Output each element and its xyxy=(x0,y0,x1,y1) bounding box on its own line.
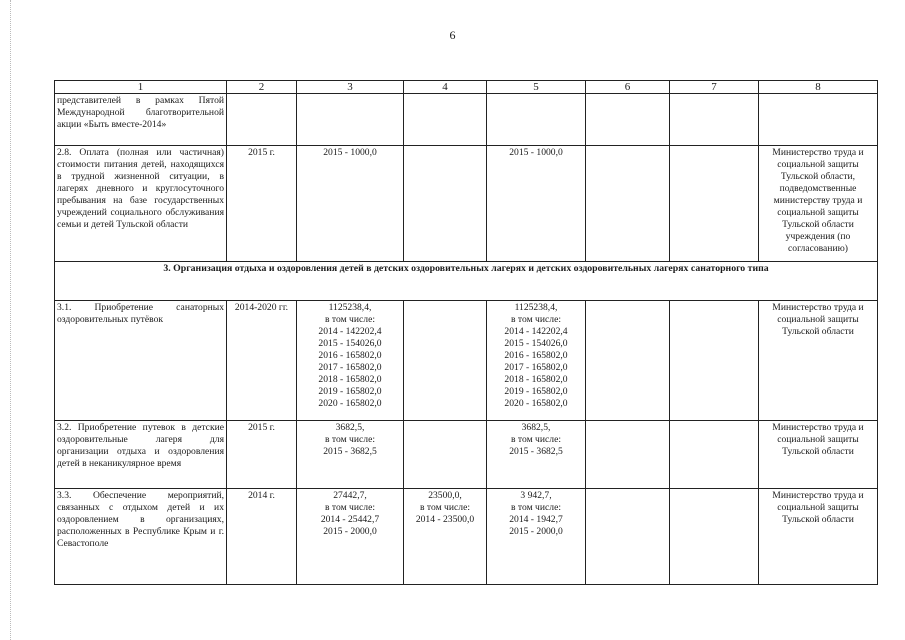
table-row xyxy=(55,421,878,489)
funding-other-cell xyxy=(670,301,759,421)
cell-line: в том числе: xyxy=(510,434,561,445)
cell-line: Тульской области, xyxy=(780,171,856,182)
cell-line: в том числе: xyxy=(419,502,470,513)
cell-line: Тульской области xyxy=(782,326,854,337)
cell-line: 1125238,4, xyxy=(328,302,372,313)
cell-line: 2014 - 1942,7 xyxy=(509,514,563,525)
cell-line: 3682,5, xyxy=(335,422,365,433)
cell-line: 2015 - 2000,0 xyxy=(323,526,377,537)
cell-line: учреждения (по xyxy=(785,231,851,242)
cell-line: Тульской области xyxy=(782,514,854,525)
cell-line: Министерство труда и xyxy=(772,147,864,158)
funding-local-cell xyxy=(586,146,670,262)
table-cell xyxy=(759,94,878,146)
funding-total-cell xyxy=(297,301,404,421)
period-cell: 2015 г. xyxy=(227,146,297,262)
executor-cell xyxy=(759,301,878,421)
table-cell xyxy=(670,94,759,146)
cell-line: 2020 - 165802,0 xyxy=(318,398,382,409)
activity-description: 3.3. Обеспечение мероприятий, связанных с отдыхом детей и их оздоровлением в организациях, расположенных в Республике Крым и г. Севастополе xyxy=(55,489,227,585)
cell-line: 2014 - 142202,4 xyxy=(504,326,568,337)
period-cell: 2014 г. xyxy=(227,489,297,585)
cell-line: подведомственные xyxy=(779,183,857,194)
funding-local-cell xyxy=(586,489,670,585)
table-cell xyxy=(404,94,487,146)
cell-line: социальной защиты xyxy=(777,207,859,218)
header-cell: 3 xyxy=(297,81,404,94)
period-cell: 2015 г. xyxy=(227,421,297,489)
cell-line: в том числе: xyxy=(324,314,375,325)
cell-line: 2015 - 154026,0 xyxy=(318,338,382,349)
cell-line: 2017 - 165802,0 xyxy=(504,362,568,373)
cell-line: Министерство труда и xyxy=(772,422,864,433)
funding-federal-cell xyxy=(404,489,487,585)
cell-line: 2015 - 3682,5 xyxy=(509,446,563,457)
funding-other-cell xyxy=(670,489,759,585)
activity-description: представителей в рамках Пятой Международной благотворительной акции «Быть вместе-2014» xyxy=(55,94,227,146)
cell-line: 2020 - 165802,0 xyxy=(504,398,568,409)
table-row xyxy=(55,489,878,585)
cell-line: Министерство труда и xyxy=(772,490,864,501)
cell-line: согласованию) xyxy=(788,243,848,254)
funding-total-cell xyxy=(297,421,404,489)
cell-line: 2016 - 165802,0 xyxy=(318,350,382,361)
header-cell: 6 xyxy=(586,81,670,94)
program-table xyxy=(54,80,878,585)
funding-local-cell xyxy=(586,421,670,489)
cell-line: социальной защиты xyxy=(777,314,859,325)
activity-description: 2.8. Оплата (полная или частичная) стоимости питания детей, находящихся в трудной жизненной ситуации, в лагерях дневного и круглосуточного пребывания на базе государственных учреждений социального обслуживания семьи и детей Тульской области xyxy=(55,146,227,262)
cell-line: 1125238,4, xyxy=(514,302,558,313)
executor-cell xyxy=(759,146,878,262)
funding-total-cell xyxy=(297,489,404,585)
cell-line: министерству труда и xyxy=(773,195,863,206)
activity-description: 3.1. Приобретение санаторных оздоровительных путёвок xyxy=(55,301,227,421)
section-3-title: 3. Организация отдыха и оздоровления детей в детских оздоровительных лагерях и детских оздоровительных лагерях санаторного типа xyxy=(55,262,878,301)
funding-regional-cell xyxy=(487,489,586,585)
page-number: 6 xyxy=(449,28,456,42)
cell-line: 2014 - 142202,4 xyxy=(318,326,382,337)
cell-line: 2019 - 165802,0 xyxy=(504,386,568,397)
table-cell xyxy=(297,94,404,146)
cell-line: 2014 - 23500,0 xyxy=(415,514,475,525)
cell-line: социальной защиты xyxy=(777,502,859,513)
cell-line: 23500,0, xyxy=(428,490,462,501)
cell-line: 2015 - 1000,0 xyxy=(323,147,377,158)
cell-line: в том числе: xyxy=(324,434,375,445)
table-cell xyxy=(487,94,586,146)
cell-line: 2015 - 3682,5 xyxy=(323,446,377,457)
cell-line: 2015 - 1000,0 xyxy=(509,147,563,158)
cell-line: Министерство труда и xyxy=(772,302,864,313)
funding-regional-cell xyxy=(487,146,586,262)
cell-line: в том числе: xyxy=(324,502,375,513)
funding-regional-cell xyxy=(487,301,586,421)
executor-cell xyxy=(759,421,878,489)
cell-line: 3 942,7, xyxy=(520,490,552,501)
funding-other-cell xyxy=(670,146,759,262)
cell-line: 2018 - 165802,0 xyxy=(504,374,568,385)
activity-description: 3.2. Приобретение путевок в детские оздоровительные лагеря для организации отдыха и оздоровления детей в неканикулярное время xyxy=(55,421,227,489)
cell-line: социальной защиты xyxy=(777,159,859,170)
period-cell: 2014-2020 гг. xyxy=(227,301,297,421)
cell-line: Тульской области xyxy=(782,219,854,230)
funding-federal-cell xyxy=(404,146,487,262)
cell-line: 2015 - 2000,0 xyxy=(509,526,563,537)
header-cell: 4 xyxy=(404,81,487,94)
header-cell: 8 xyxy=(759,81,878,94)
funding-regional-cell xyxy=(487,421,586,489)
cell-line: 2015 - 154026,0 xyxy=(504,338,568,349)
cell-line: 2018 - 165802,0 xyxy=(318,374,382,385)
executor-cell xyxy=(759,489,878,585)
cell-line: Тульской области xyxy=(782,446,854,457)
table-row-continuation xyxy=(55,94,878,146)
scan-margin-line xyxy=(10,0,12,640)
header-cell: 7 xyxy=(670,81,759,94)
cell-line: 3682,5, xyxy=(521,422,551,433)
table-row-2-8 xyxy=(55,146,878,262)
cell-line: 2017 - 165802,0 xyxy=(318,362,382,373)
header-cell: 5 xyxy=(487,81,586,94)
section-row xyxy=(55,262,878,301)
funding-federal-cell xyxy=(404,421,487,489)
cell-line: в том числе: xyxy=(510,502,561,513)
column-number-header xyxy=(55,81,878,94)
funding-federal-cell xyxy=(404,301,487,421)
cell-line: 2019 - 165802,0 xyxy=(318,386,382,397)
funding-total-cell xyxy=(297,146,404,262)
cell-line: социальной защиты xyxy=(777,434,859,445)
header-cell: 1 xyxy=(55,81,227,94)
cell-line: в том числе: xyxy=(510,314,561,325)
cell-line: 2014 - 25442,7 xyxy=(320,514,380,525)
funding-local-cell xyxy=(586,301,670,421)
funding-other-cell xyxy=(670,421,759,489)
cell-line: 2016 - 165802,0 xyxy=(504,350,568,361)
table-cell xyxy=(227,94,297,146)
cell-line: 27442,7, xyxy=(333,490,367,501)
table-cell xyxy=(586,94,670,146)
table-row xyxy=(55,301,878,421)
header-cell: 2 xyxy=(227,81,297,94)
